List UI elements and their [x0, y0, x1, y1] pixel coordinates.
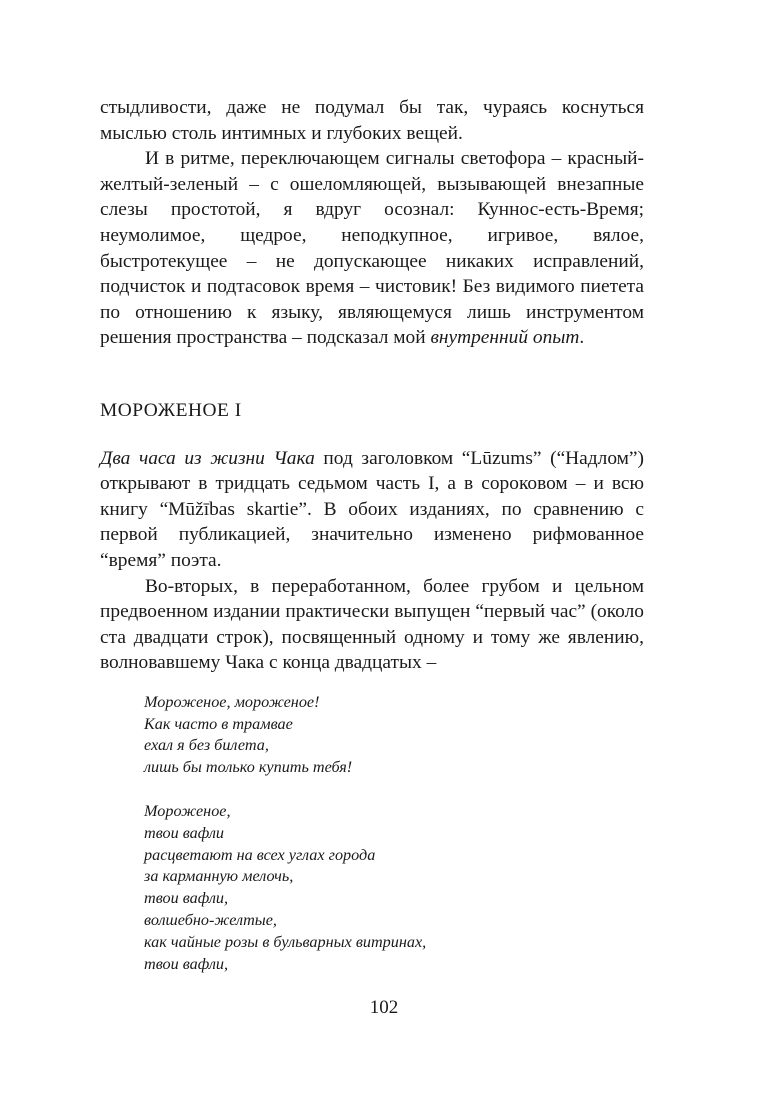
- poem-line: как чайные розы в бульварных витринах,: [144, 932, 427, 951]
- page-number: 102: [369, 997, 399, 1018]
- poem-line: ехал я без билета,: [144, 736, 269, 755]
- poem-line: лишь бы только купить тебя!: [144, 758, 353, 777]
- paragraph-intro: [100, 446, 644, 574]
- poem-stanza-1: [144, 692, 644, 779]
- section-heading: МОРОЖЕНОЕ I: [100, 399, 242, 421]
- poem-quote: [144, 692, 644, 976]
- paragraph-second: [100, 574, 644, 676]
- poem-line: Мороженое,: [144, 802, 231, 821]
- poem-line: Как часто в трамвае: [144, 714, 293, 733]
- poem-line: Мороженое, мороженое!: [144, 692, 320, 711]
- poem-line: волшебно-желтые,: [144, 911, 277, 930]
- poem-line: твои вафли: [144, 823, 224, 842]
- poem-line: твои вафли,: [144, 889, 229, 908]
- poem-stanza-2: [144, 801, 644, 975]
- paragraph-text: Во-вторых, в переработанном, более грубом и цельном предвоенном издании практически выпущен “первый час” (около ста двадцати строк), посвященный одному и тому же явлению, волновавшему Чака с конца двадцатых –: [100, 575, 644, 674]
- italic-title: Два часа из жизни Чака: [100, 447, 315, 469]
- poem-line: за карманную мелочь,: [144, 867, 294, 886]
- poem-line: твои вафли,: [144, 954, 229, 973]
- italic-phrase: внутренний опыт: [430, 327, 580, 349]
- book-page: [100, 95, 644, 975]
- paragraph-end: .: [579, 327, 585, 349]
- paragraph-continuation: [100, 95, 644, 146]
- paragraph-traffic-light: [100, 146, 644, 351]
- poem-line: расцветают на всех углах города: [144, 845, 376, 864]
- paragraph-text: И в ритме, переключающем сигналы светофора – красный-желтый-зеленый – с ошеломляющей, вызывающей внезапные слезы простотой, я вдруг осознал: Куннос-есть-Время; неумолимое, щедрое, неподкупное, игривое, вялое, быстротекущее – не допускающее никаких исправлений, подчисток и подтасовок время – чистовик! Без видимого пиетета по отношению к языку, являющемуся лишь инструментом решения пространства – подсказал мой: [100, 148, 644, 349]
- paragraph-text: под заголовком “Lūzums” (“Надлом”) открывают в тридцать седьмом часть I, а в сороковом – и всю книгу “Mūžības skartie”. В обоих изданиях, по сравнению с первой публикацией, значительно изменено рифмованное “время” поэта.: [100, 447, 644, 571]
- paragraph-text: стыдливости, даже не подумал бы так, чураясь коснуться мыслью столь интимных и глубоких вещей.: [100, 97, 644, 144]
